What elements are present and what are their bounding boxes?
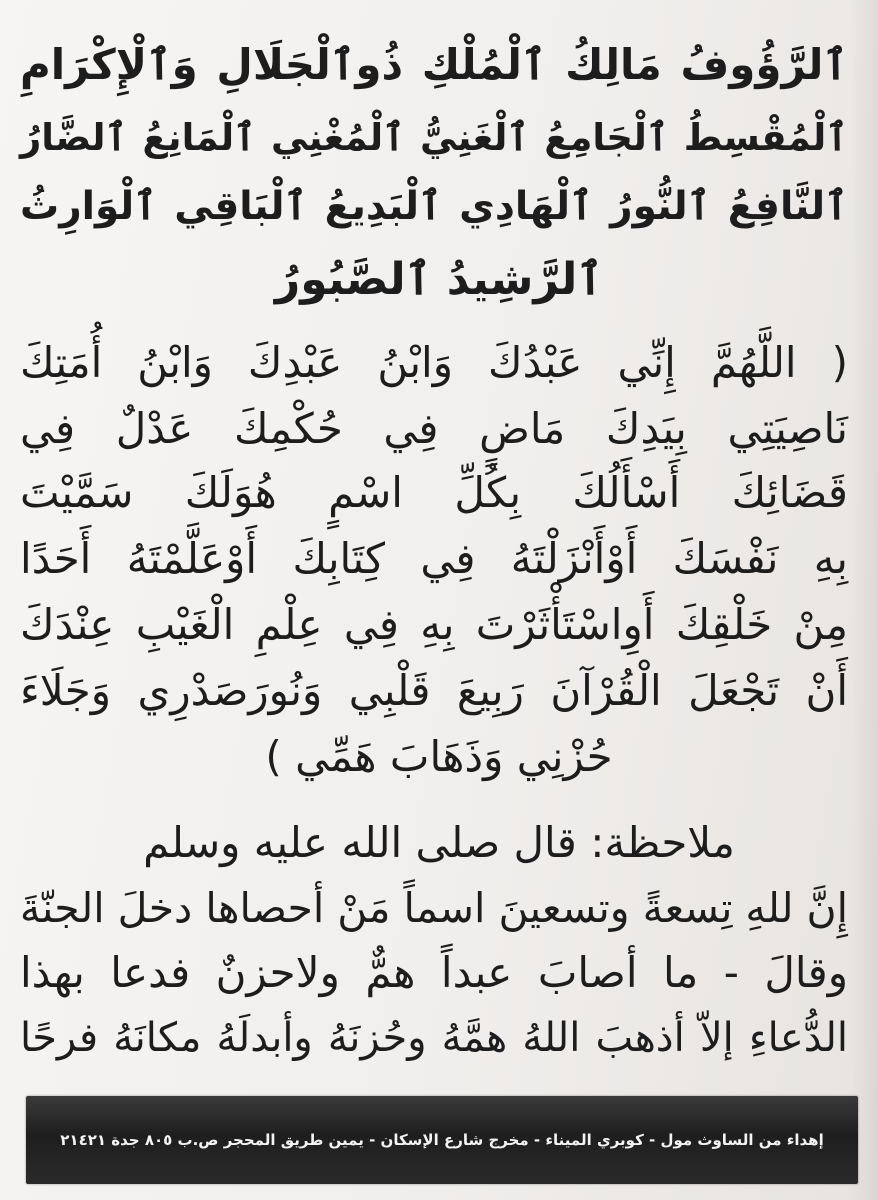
footer-banner <box>26 1096 858 1184</box>
dua-line-3: قَضَائِكَ أَسْأَلُكَ بِكُلِّ اسْمٍ هُوَلَكَ سَمَّيْتَ <box>20 468 848 517</box>
dua-line-7: حُزْنِي وَذَهَابَ هَمِّي ) <box>265 732 613 781</box>
note-line-2: وقالَ - ما أصابَ عبداً همٌّ ولاحزنٌ فدعا بهذا <box>20 948 848 997</box>
dua-line-5: مِنْ خَلْقِكَ أَوِاسْتَأْثَرْتَ بِهِ فِي عِلْمِ الْغَيْبِ عِنْدَكَ <box>20 600 848 649</box>
note-heading: ملاحظة: قال صلى الله عليه وسلم <box>143 818 735 867</box>
names-line-1: ٱلرَّؤُوفُ مَالِكُ ٱلْمُلْكِ ذُوٱلْجَلَالِ وَٱلْإِكْرَامِ <box>20 40 848 89</box>
dua-line-4: بِهِ نَفْسَكَ أَوْأَنْزَلْتَهُ فِي كِتَابِكَ أَوْعَلَّمْتَهُ أَحَدًا <box>20 534 848 583</box>
footer-dedication-text: إهداء من الساوث مول - كوبري الميناء - مخرج شارع الإسكان - يمين طريق المحجر ص.ب ٨٠٥ جدة ٢١٤٢١ <box>60 1131 824 1149</box>
note-line-3: الدُّعاءِ إلاّ أذهبَ اللهُ همَّهُ وحُزنَهُ وأبدلَهُ مكانَهُ فرحًا <box>20 1015 848 1061</box>
dua-line-1: ( اللَّهُمَّ إِنِّي عَبْدُكَ وَابْنُ عَبْدِكَ وَابْنُ أُمَتِكَ <box>20 338 848 387</box>
names-line-2: ٱلْمُقْسِطُ ٱلْجَامِعُ ٱلْغَنِيُّ ٱلْمُغْنِي ٱلْمَانِعُ ٱلضَّارُ <box>20 116 848 159</box>
dua-line-6: أَنْ تَجْعَلَ الْقُرْآنَ رَبِيعَ قَلْبِي وَنُورَصَدْرِي وَجَلَاءَ <box>20 666 848 715</box>
dua-line-2: نَاصِيَتِي بِيَدِكَ مَاضٍ فِي حُكْمِكَ عَدْلٌ فِي <box>20 404 848 453</box>
note-line-1: إِنَّ للهِ تِسعةً وتسعينَ اسماً مَنْ أحصاها دخلَ الجنّةَ <box>19 884 848 932</box>
names-line-3: ٱلنَّافِعُ ٱلنُّورُ ٱلْهَادِي ٱلْبَدِيعُ ٱلْبَاقِي ٱلْوَارِثُ <box>20 184 848 229</box>
names-line-4: ٱلرَّشِيدُ ٱلصَّبُورُ <box>274 254 604 305</box>
